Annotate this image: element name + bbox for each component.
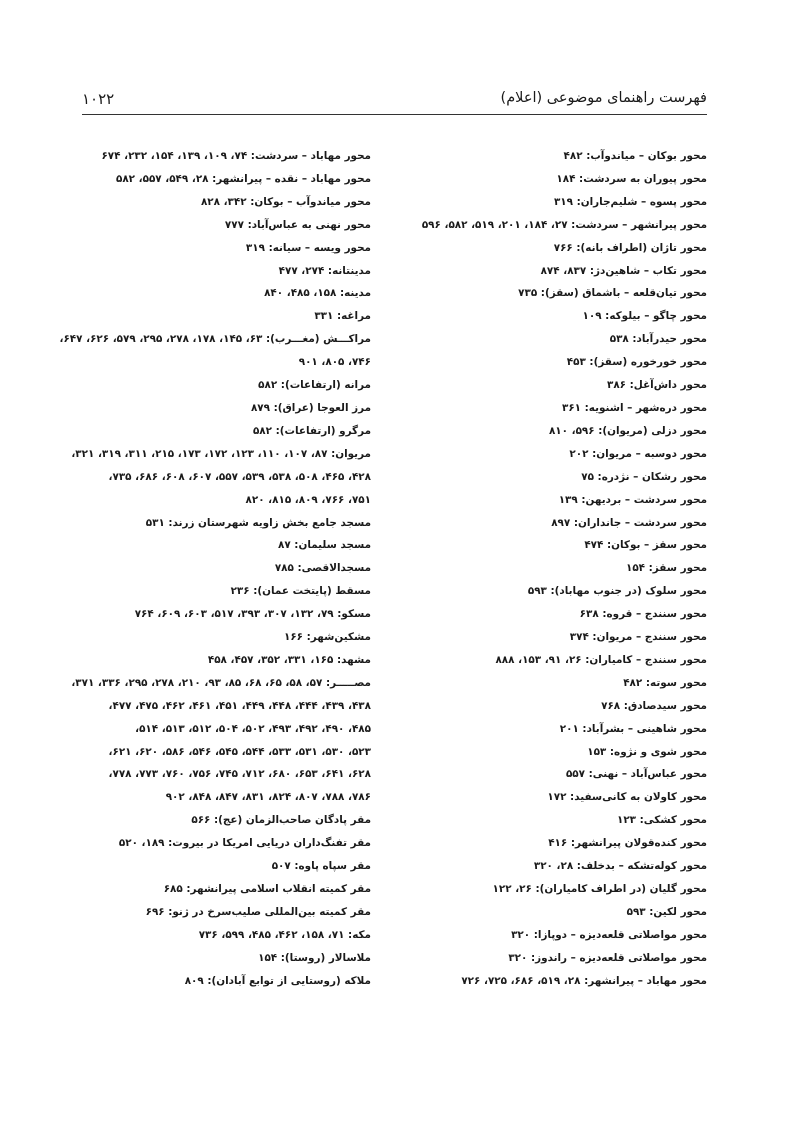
- page-title: فهرست راهنمای موضوعی (اعلام): [500, 90, 707, 106]
- index-entry: محور مهاباد – پیرانشهر: ۲۸، ۵۱۹، ۶۸۶، ۷۲۵، ۷۲۶: [461, 974, 707, 987]
- index-entry: مقر کمیته بین‌المللی صلیب‌سرخ در ژنو: ۶۹۶: [145, 905, 371, 918]
- index-entry: ملاکه (روستایی از توابع آبادان): ۸۰۹: [184, 974, 371, 987]
- index-entry: مدینتانه: ۲۷۴، ۴۷۷: [278, 264, 371, 277]
- index-entry: محور کوله‌تشکه – بدخلف: ۲۸، ۳۲۰: [533, 860, 707, 873]
- index-entry: محور حیدرآباد: ۵۳۸: [609, 333, 707, 346]
- index-entry: محور چاگو – بیلوکه: ۱۰۹: [582, 310, 707, 323]
- index-entry: مقر سپاه پاوه: ۵۰۷: [271, 860, 371, 873]
- index-entry: محور مواصلاتی قلعه‌دیزه – راندوز: ۳۲۰: [508, 951, 707, 964]
- index-entry: محور سنندج – مریوان: ۳۷۴: [569, 631, 707, 644]
- index-entry: محور سیدصادق: ۷۶۸: [601, 699, 707, 712]
- index-entry: محور کنده‌قولان پیرانشهر: ۴۱۶: [548, 837, 707, 850]
- index-entry: محور سوته: ۴۸۲: [623, 676, 707, 689]
- index-entry: محور عباس‌آباد – نهنی: ۵۵۷: [565, 768, 707, 781]
- index-entry: محور رشکان – نژدره: ۷۵: [581, 470, 707, 483]
- index-column-right: [407, 145, 707, 993]
- index-entry: محور سردشت – بردیهن: ۱۳۹: [558, 493, 707, 506]
- index-entry: محور میاندوآب – بوکان: ۳۴۲، ۸۲۸: [200, 195, 371, 208]
- index-entry: مسکو: ۷۹، ۱۳۲، ۳۰۷، ۳۹۳، ۵۱۷، ۶۰۳، ۶۰۹، ۷۶۴: [134, 608, 371, 621]
- index-column-left: [59, 145, 371, 993]
- index-entry: محور لکین: ۵۹۳: [626, 905, 707, 918]
- index-entry: محور سلوک (در جنوب مهاباد): ۵۹۳: [527, 585, 707, 598]
- index-entry: ملاسالار (روستا): ۱۵۴: [258, 951, 371, 964]
- page-number: ۱۰۲۲: [82, 90, 115, 108]
- index-entry: مقر پادگان صاحب‌الزمان (عج): ۵۶۶: [191, 814, 371, 827]
- index-entry: محور بوکان – میاندوآب: ۴۸۲: [563, 150, 707, 162]
- index-entry: مشهد: ۱۶۵، ۳۳۱، ۳۵۲، ۴۵۷، ۴۵۸: [207, 653, 371, 666]
- index-entry: محور خورخوره (سقز): ۴۵۳: [566, 356, 707, 369]
- index-entry: محور مواصلاتی قلعه‌دیزه – دوپازا: ۳۲۰: [511, 928, 707, 941]
- index-entry: مشکین‌شهر: ۱۶۶: [284, 631, 371, 644]
- index-entry: محور داش‌آغل: ۳۸۶: [606, 379, 707, 392]
- index-entry: مریوان: ۸۷، ۱۰۷، ۱۱۰، ۱۲۳، ۱۷۲، ۱۷۳، ۲۱۵، ۳۱۱، ۳۱۹، ۳۲۱،: [71, 447, 371, 460]
- index-entry: مسجدالاقصی: ۷۸۵: [274, 562, 371, 575]
- index-entry: مسجد سلیمان: ۸۷: [277, 539, 371, 552]
- index-entry: محور سقز: ۱۵۴: [626, 562, 707, 575]
- index-entry: محور سردشت – جانداران: ۸۹۷: [551, 516, 707, 529]
- index-entry: محور کاولان به کانی‌سفید: ۱۷۲: [547, 791, 707, 804]
- index-entry: محور کشکی: ۱۲۳: [616, 814, 707, 827]
- index-entry: محور سنندج – قروه: ۶۳۸: [579, 608, 707, 621]
- index-entry: محور ویسه – سیانه: ۳۱۹: [245, 241, 371, 254]
- index-entry: مرگرو (ارتفاعات): ۵۸۲: [252, 424, 371, 437]
- index-entry: محور پیرانشهر – سردشت: ۲۷، ۱۸۴، ۲۰۱، ۵۱۹، ۵۸۲، ۵۹۶: [421, 218, 707, 231]
- page-header: [82, 88, 707, 115]
- index-entry: محور شوی و نژوه: ۱۵۳: [587, 745, 707, 758]
- index-entry: محور سقز – بوکان: ۴۷۴: [584, 539, 707, 552]
- index-entry: مقر کمیته انقلاب اسلامی پیرانشهر: ۶۸۵: [163, 883, 371, 895]
- index-entry: ۴۲۸، ۴۶۵، ۵۰۸، ۵۳۸، ۵۳۹، ۵۵۷، ۶۰۷، ۶۰۸، ۶۸۶، ۷۳۵،: [108, 470, 371, 483]
- index-entry: ۷۴۶، ۸۰۵، ۹۰۱: [298, 356, 371, 369]
- index-entry: مسجد جامع بخش زاویه شهرستان زرند: ۵۳۱: [145, 516, 371, 529]
- index-entry: مدینه: ۱۵۸، ۴۸۵، ۸۴۰: [264, 287, 371, 300]
- index-entry: محور سنندج – کامیاران: ۲۶، ۹۱، ۱۵۳، ۸۸۸: [495, 653, 707, 666]
- index-entry: ۴۳۸، ۴۳۹، ۴۴۴، ۴۴۸، ۴۴۹، ۴۵۱، ۴۶۱، ۴۶۲، ۴۷۵، ۴۷۷،: [108, 699, 371, 712]
- index-entry: محور گلیان (در اطراف کامیاران): ۲۶، ۱۲۲: [492, 883, 707, 895]
- index-entry: مراغه: ۳۳۱: [314, 310, 371, 323]
- index-entry: محور دوسبه – مریوان: ۲۰۲: [569, 447, 707, 460]
- index-entry: محور دره‌شهر – اشنویه: ۳۶۱: [562, 401, 707, 414]
- index-entry: محور شاهینی – بشرآباد: ۲۰۱: [559, 722, 707, 735]
- index-entry: محور پسوه – شلیم‌جاران: ۳۱۹: [553, 195, 707, 208]
- index-entry: ۷۸۶، ۷۸۸، ۸۰۷، ۸۲۴، ۸۳۱، ۸۴۷، ۸۴۸، ۹۰۲: [165, 791, 371, 804]
- index-entry: مراکـــش (مغـــرب): ۶۳، ۱۴۵، ۱۷۸، ۲۷۸، ۲۹۵، ۵۷۹، ۶۲۶، ۶۴۷،: [59, 333, 371, 346]
- index-entry: محور پیوران به سردشت: ۱۸۴: [556, 172, 707, 185]
- index-entry: مرز العوجا (عراق): ۸۷۹: [250, 401, 371, 414]
- index-entry: ۵۲۳، ۵۳۰، ۵۳۱، ۵۳۳، ۵۴۴، ۵۴۵، ۵۴۶، ۵۸۶، ۶۲۰، ۶۲۱،: [108, 745, 371, 758]
- index-entry: مصـــــر: ۵۷، ۵۸، ۶۵، ۶۸، ۸۵، ۹۳، ۲۱۰، ۲۷۸، ۲۹۵، ۳۳۶، ۳۷۱،: [71, 676, 371, 689]
- index-entry: ۷۵۱، ۷۶۶، ۸۰۹، ۸۱۵، ۸۲۰: [245, 493, 371, 506]
- index-entry: محور دزلی (مریوان): ۵۹۶، ۸۱۰: [548, 424, 707, 437]
- index-entry: ۴۸۵، ۴۹۰، ۴۹۲، ۴۹۳، ۵۰۲، ۵۰۴، ۵۱۲، ۵۱۳، ۵۱۴،: [135, 722, 371, 735]
- index-entry: محور تکاب – شاهین‌دژ: ۸۳۷، ۸۷۴: [540, 264, 707, 277]
- index-entry: محور نهنی به عباس‌آباد: ۷۷۷: [224, 218, 371, 231]
- index-entry: مسقط (پایتخت عمان): ۲۳۶: [230, 585, 371, 598]
- index-entry: محور تیان‌قلعه – باشماق (سقز): ۷۳۵: [518, 287, 707, 300]
- index-entry: محور مهاباد – نقده – پیرانشهر: ۲۸، ۵۴۹، ۵۵۷، ۵۸۲: [116, 172, 371, 185]
- index-entry: مکه: ۷۱، ۱۵۸، ۴۶۲، ۴۸۵، ۵۹۹، ۷۳۶: [198, 928, 371, 941]
- index-entry: محور مهاباد – سردشت: ۷۴، ۱۰۹، ۱۳۹، ۱۵۴، ۲۳۲، ۶۷۴: [101, 150, 371, 162]
- index-entry: محور تاژان (اطراف بانه): ۷۶۶: [553, 241, 707, 254]
- index-entry: ۶۲۸، ۶۴۱، ۶۵۳، ۶۸۰، ۷۱۲، ۷۴۵، ۷۵۶، ۷۶۰، ۷۷۳، ۷۷۸،: [108, 768, 371, 781]
- index-entry: مقر تفنگ‌داران دریایی امریکا در بیروت: ۱۸۹، ۵۲۰: [118, 837, 371, 850]
- index-entry: مرانه (ارتفاعات): ۵۸۲: [258, 379, 371, 392]
